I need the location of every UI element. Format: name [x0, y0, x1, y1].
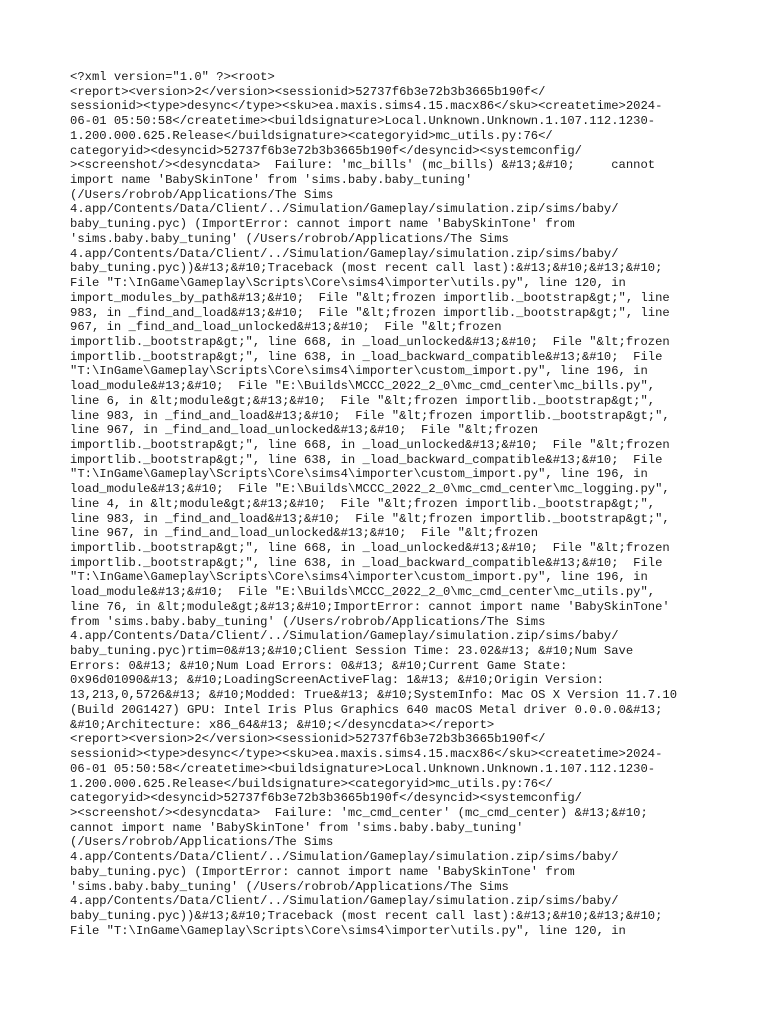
- text-line: ><screenshot/><desyncdata> Failure: 'mc_cmd_center' (mc_cmd_center) &#13;&#10;: [70, 805, 648, 820]
- text-line: sessionid><type>desync</type><sku>ea.maxis.sims4.15.macx86</sku><createtime>2024-: [70, 99, 663, 114]
- text-line: <?xml version="1.0" ?><root>: [70, 70, 275, 84]
- text-line: 4.app/Contents/Data/Client/../Simulation/Gameplay/simulation.zip/sims/baby/: [70, 202, 619, 217]
- text-line: (Build 20G1427) GPU: Intel Iris Plus Graphics 640 macOS Metal driver 0.0.0.0&#13;: [70, 702, 663, 717]
- text-line: line 967, in _find_and_load_unlocked&#13;&#10; File "&lt;frozen: [70, 526, 539, 541]
- text-line: importlib._bootstrap&gt;", line 638, in _load_backward_compatible&#13;&#10; File: [70, 452, 663, 467]
- text-line: baby_tuning.pyc)rtim=0&#13;&#10;Client Session Time: 23.02&#13; &#10;Num Save: [70, 644, 634, 659]
- text-line: sessionid><type>desync</type><sku>ea.maxis.sims4.15.macx86</sku><createtime>2024-: [70, 747, 663, 762]
- text-line: Errors: 0&#13; &#10;Num Load Errors: 0&#13; &#10;Current Game State:: [70, 658, 568, 673]
- text-line: from 'sims.baby.baby_tuning' (/Users/robrob/Applications/The Sims: [70, 614, 546, 629]
- text-line: 13,213,0,5726&#13; &#10;Modded: True&#13; &#10;SystemInfo: Mac OS X Version 11.7.10: [70, 688, 678, 703]
- text-line: ><screenshot/><desyncdata> Failure: 'mc_bills' (mc_bills) &#13;&#10; cannot: [70, 158, 656, 173]
- text-line: import_modules_by_path&#13;&#10; File "&lt;frozen importlib._bootstrap&gt;", line: [70, 290, 670, 305]
- text-line: (/Users/robrob/Applications/The Sims: [70, 187, 334, 202]
- text-line: line 983, in _find_and_load&#13;&#10; File "&lt;frozen importlib._bootstrap&gt;",: [70, 511, 670, 526]
- text-line: load_module&#13;&#10; File "E:\Builds\MCCC_2022_2_0\mc_cmd_center\mc_utils.py",: [70, 585, 656, 600]
- text-line: load_module&#13;&#10; File "E:\Builds\MCCC_2022_2_0\mc_cmd_center\mc_bills.py",: [70, 379, 656, 394]
- text-line: importlib._bootstrap&gt;", line 638, in _load_backward_compatible&#13;&#10; File: [70, 349, 663, 364]
- text-line: &#10;Architecture: x86_64&#13; &#10;</desyncdata></report>: [70, 717, 495, 732]
- text-line: line 4, in &lt;module&gt;&#13;&#10; File "&lt;frozen importlib._bootstrap&gt;",: [70, 496, 656, 511]
- text-line: File "T:\InGame\Gameplay\Scripts\Core\sims4\importer\utils.py", line 120, in: [70, 276, 626, 291]
- text-line: cannot import name 'BabySkinTone' from 'sims.baby.baby_tuning': [70, 820, 524, 835]
- text-line: "T:\InGame\Gameplay\Scripts\Core\sims4\importer\custom_import.py", line 196, in: [70, 364, 648, 379]
- text-line: line 76, in &lt;module&gt;&#13;&#10;ImportError: cannot import name 'BabySkinTone': [70, 599, 670, 614]
- text-line: (/Users/robrob/Applications/The Sims: [70, 835, 334, 850]
- text-line: <report><version>2</version><sessionid>52737f6b3e72b3b3665b190f</: [70, 732, 546, 747]
- text-line: import name 'BabySkinTone' from 'sims.baby.baby_tuning': [70, 173, 473, 188]
- text-line: baby_tuning.pyc) (ImportError: cannot import name 'BabySkinTone' from: [70, 864, 575, 879]
- text-line: categoryid><desyncid>52737f6b3e72b3b3665b190f</desyncid><systemconfig/: [70, 791, 582, 806]
- text-line: "T:\InGame\Gameplay\Scripts\Core\sims4\importer\custom_import.py", line 196, in: [70, 467, 648, 482]
- text-line: File "T:\InGame\Gameplay\Scripts\Core\sims4\importer\utils.py", line 120, in: [70, 923, 626, 938]
- text-line: 1.200.000.625.Release</buildsignature><categoryid>mc_utils.py:76</: [70, 776, 553, 791]
- text-line: line 983, in _find_and_load&#13;&#10; File "&lt;frozen importlib._bootstrap&gt;",: [70, 408, 670, 423]
- log-text-block: [70, 70, 710, 938]
- text-line: 4.app/Contents/Data/Client/../Simulation/Gameplay/simulation.zip/sims/baby/: [70, 246, 619, 261]
- text-line: 06-01 05:50:58</createtime><buildsignature>Local.Unknown.Unknown.1.107.112.1230-: [70, 761, 656, 776]
- text-line: categoryid><desyncid>52737f6b3e72b3b3665b190f</desyncid><systemconfig/: [70, 143, 582, 158]
- text-line: 'sims.baby.baby_tuning' (/Users/robrob/Applications/The Sims: [70, 879, 509, 894]
- text-line: 4.app/Contents/Data/Client/../Simulation/Gameplay/simulation.zip/sims/baby/: [70, 894, 619, 909]
- text-line: 983, in _find_and_load&#13;&#10; File "&lt;frozen importlib._bootstrap&gt;", line: [70, 305, 670, 320]
- text-line: baby_tuning.pyc) (ImportError: cannot import name 'BabySkinTone' from: [70, 217, 575, 232]
- text-line: 4.app/Contents/Data/Client/../Simulation/Gameplay/simulation.zip/sims/baby/: [70, 629, 619, 644]
- text-line: importlib._bootstrap&gt;", line 668, in _load_unlocked&#13;&#10; File "&lt;frozen: [70, 334, 670, 349]
- text-line: baby_tuning.pyc))&#13;&#10;Traceback (most recent call last):&#13;&#10;&#13;&#10;: [70, 908, 663, 923]
- text-line: importlib._bootstrap&gt;", line 668, in _load_unlocked&#13;&#10; File "&lt;frozen: [70, 541, 670, 555]
- text-line: line 967, in _find_and_load_unlocked&#13;&#10; File "&lt;frozen: [70, 423, 539, 438]
- text-line: importlib._bootstrap&gt;", line 638, in _load_backward_compatible&#13;&#10; File: [70, 555, 663, 570]
- text-line: 0x96d01090&#13; &#10;LoadingScreenActiveFlag: 1&#13; &#10;Origin Version:: [70, 673, 604, 688]
- text-line: <report><version>2</version><sessionid>52737f6b3e72b3b3665b190f</: [70, 84, 546, 99]
- text-line: line 6, in &lt;module&gt;&#13;&#10; File "&lt;frozen importlib._bootstrap&gt;",: [70, 393, 656, 408]
- text-line: importlib._bootstrap&gt;", line 668, in _load_unlocked&#13;&#10; File "&lt;frozen: [70, 437, 670, 452]
- text-line: 4.app/Contents/Data/Client/../Simulation/Gameplay/simulation.zip/sims/baby/: [70, 850, 619, 865]
- text-line: 'sims.baby.baby_tuning' (/Users/robrob/Applications/The Sims: [70, 231, 509, 246]
- text-line: baby_tuning.pyc))&#13;&#10;Traceback (most recent call last):&#13;&#10;&#13;&#10;: [70, 261, 663, 276]
- text-line: 06-01 05:50:58</createtime><buildsignature>Local.Unknown.Unknown.1.107.112.1230-: [70, 114, 656, 129]
- text-line: 967, in _find_and_load_unlocked&#13;&#10; File "&lt;frozen: [70, 320, 502, 335]
- text-line: 1.200.000.625.Release</buildsignature><categoryid>mc_utils.py:76</: [70, 128, 553, 143]
- text-line: load_module&#13;&#10; File "E:\Builds\MCCC_2022_2_0\mc_cmd_center\mc_logging.py",: [70, 482, 670, 497]
- text-line: "T:\InGame\Gameplay\Scripts\Core\sims4\importer\custom_import.py", line 196, in: [70, 570, 648, 585]
